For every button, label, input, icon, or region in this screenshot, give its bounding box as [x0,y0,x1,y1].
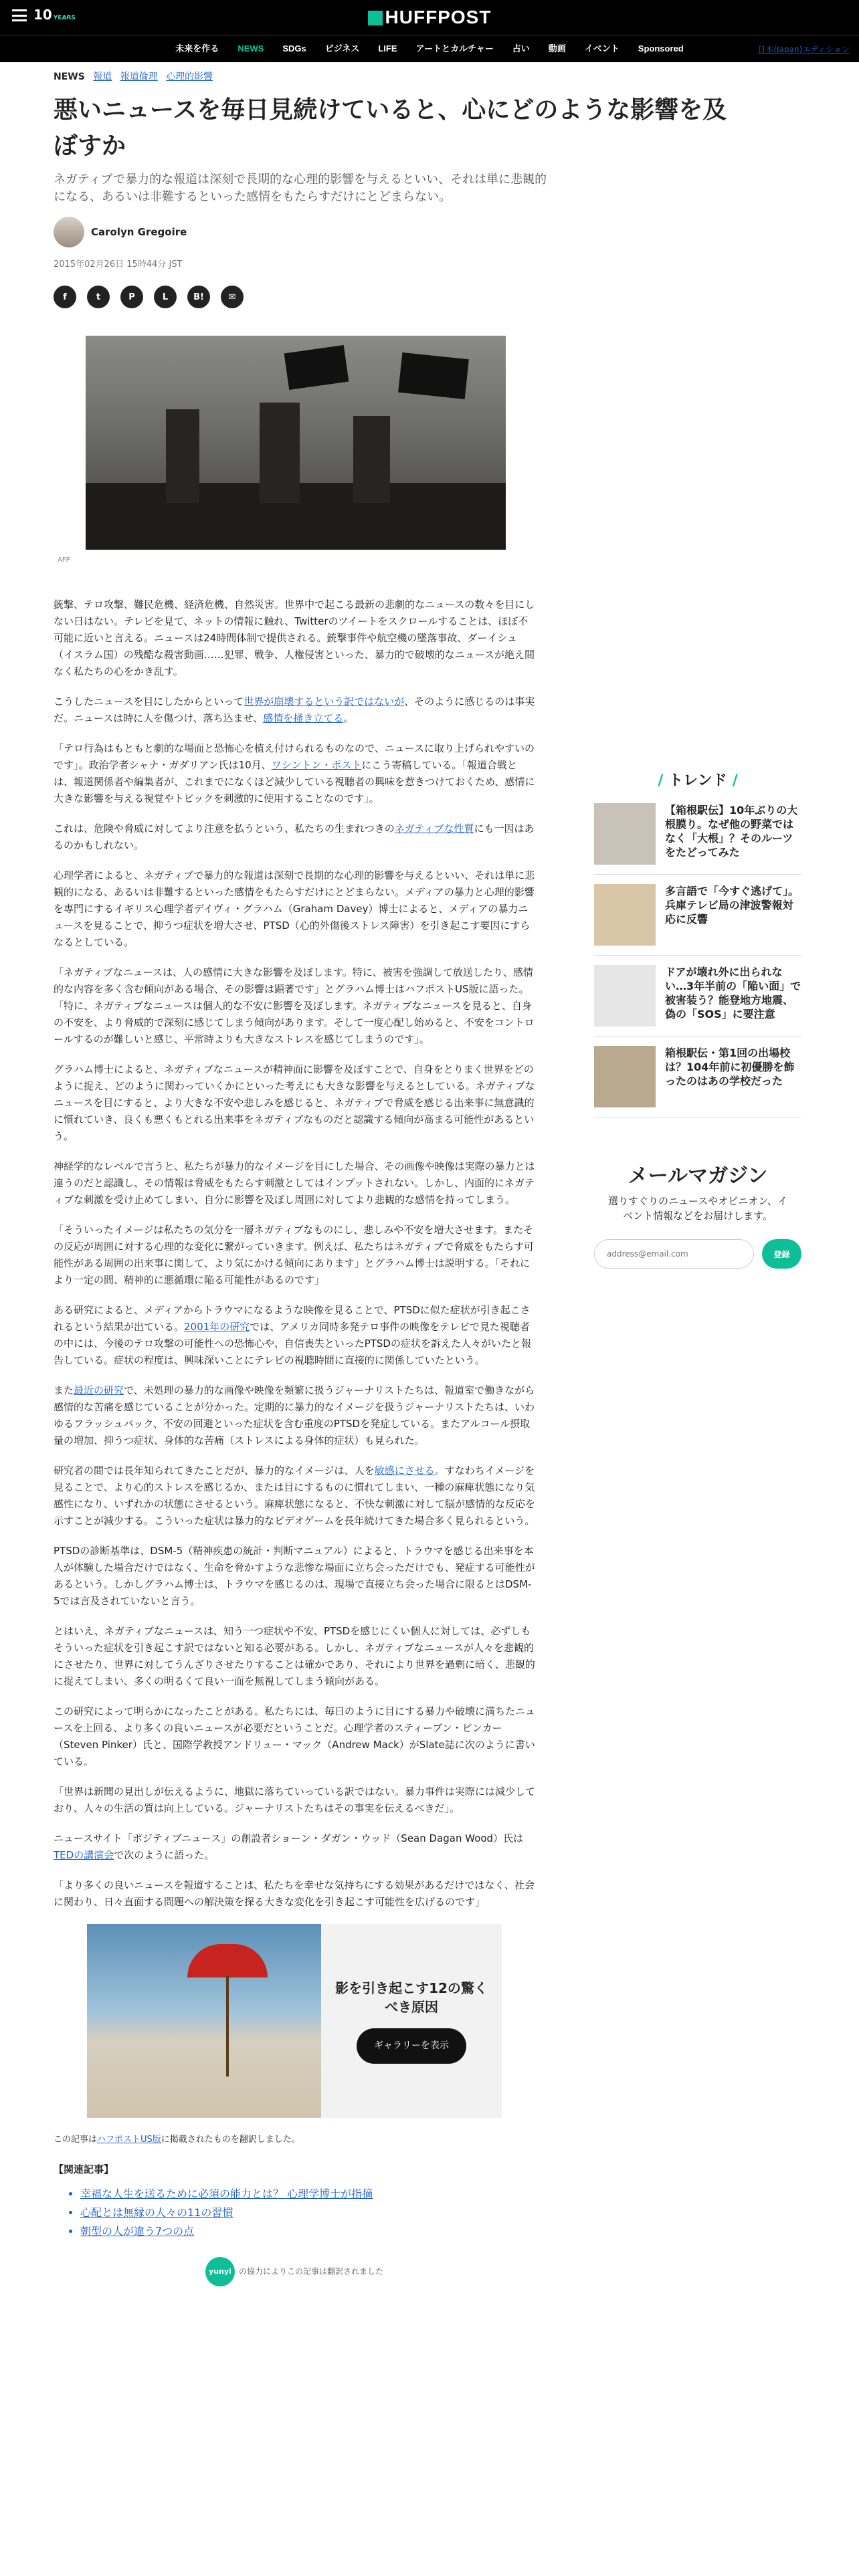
paragraph: また最近の研究で、未処理の暴力的な画像や映像を頻繁に扱うジャーナリストたちは、報道室で働きながら感情的な苦痛を感じていることが分かった。定期的に暴力的なイメージを扱うジャーナリストたちは、いわゆるフラッシュバック、不安の回避といった症状を含む重度のPTSDを発症している。またアルコール摂取量の増加、抑うつ症状、身体的な苦痛（ストレスによる身体的症状）も見られた。 [54,1384,535,1446]
section-tags [54,70,538,83]
article-body [54,597,535,2286]
email-field[interactable] [594,1239,754,1269]
paragraph: 「世界は新聞の見出しが伝えるように、地獄に落ちていっている訳ではない。暴力事件は実際には減少しており、人々の生活の質は向上している。ジャーナリストたちはその事実を伝えるべきだ」。 [54,1786,535,1814]
paragraph: 研究者の間では長年知られてきたことだが、暴力的なイメージは、人を敏感にさせる。すなわちイメージを見ることで、より心的ストレスを感じるか、または目にするものに慣れてしまい、一種の麻痺状態になり気感性になり、いずれかの状態にさせるという。麻痺状態になると、不快な刺激に対して脳が感情的な反応を示すことが減少する。こういった症状は暴力的なビデオゲームを長年続けてきた場合多く見られるという。 [54,1465,536,1527]
gallery-image[interactable] [87,1924,321,2118]
inline-link[interactable]: TEDの講演会 [54,1849,114,1861]
inline-link[interactable]: 感情を掻き立てる [263,712,344,724]
gallery-card[interactable] [87,1924,502,2118]
nav-item[interactable]: Sponsored [638,43,684,53]
paragraph: 神経学的なレベルで言うと、私たちが暴力的なイメージを目にした場合、その画像や映像は実際の暴力とは違うのだと認識し、その情報は脅威をもたらす刺激としてはインプットされない。しかし、内面的にネガティブな刺激を受け止めてしまい、自分に影響を及ぼし周囲に対してより悲観的な感情を持ってしまう。 [54,1160,535,1206]
nav-item[interactable]: イベント [584,43,619,53]
paragraph: 銃撃、テロ攻撃、難民危機、経済危機、自然災害。世界中で起こる最新の悲劇的なニュースの数々を目にしない日はない。テレビを見て、ネットの情報に触れ、Twitterのツイートをスクロールすることは、ほぼ不可能に近いと言える。ニュースは24時間体制で提供される。銃撃事件や航空機の墜落事故、ダーイシュ（イスラム国）の残酷な殺害動画……犯罪、戦争、人権侵害といった、暴力的で破壊的なニュースが絶え間なく私たちの心をかき乱す。 [54,599,535,677]
translation-note: この記事はハフポストUS版に掲載されたものを翻訳しました。 [54,2135,300,2145]
tag-link[interactable]: 心理的影響 [166,72,213,82]
trend-thumbnail[interactable] [594,803,656,865]
paragraph: ある研究によると、メディアからトラウマになるような映像を見ることで、PTSDに似た症状が引き起こされるという結果が出ている。2001年の研究では、アメリカ同時多発テロ事件の映像をテレビで見た視聴者の中には、今後のテロ攻撃の可能性への恐怖心や、自信喪失といったPTSDの症状を訴えた人々がいたと報告している。症状の程度は、興味深いことにテレビの視聴時間に直接的に関係していたという。 [54,1304,531,1366]
section-label[interactable]: NEWS [54,72,85,82]
share-bar [54,286,538,308]
trend-title[interactable]: ドアが壊れ外に出られない…3年半前の「陥い面」で被害装う？能登地方地震、偽の「SOS」に要注意 [665,966,801,1021]
paragraph: とはいえ、ネガティブなニュースは、知う一つ症状や不安、PTSDを感じにくい個人に対しては、必ずしもそういった症状を引き起こす訳ではないと知る必要がある。しかし、ネガティブなニュースが人々を悲観的にさせたり、世界に対してうんざりさせたりすることは確かであり、それにより世界を過剰に暗く、悲観的に捉えてしまい、多くの明るくて良い一面を無視してしまう傾向がある。 [54,1625,535,1687]
main-nav [0,35,859,62]
tag-link[interactable]: 報道倫理 [120,72,158,82]
nav-item[interactable]: 占い [512,43,530,53]
article-subtitle: ネガティブで暴力的な報道は深刻で長期的な心理的影響を与えるといい、それは単に悲観的になる、あるいは非難するといった感情をもたらすだけにとどまらない。 [54,173,547,204]
trend-title[interactable]: 多言語で「今すぐ逃げて」。兵庫テレビ局の津波警報対応に反響 [665,885,799,926]
trend-thumbnail[interactable] [594,965,656,1027]
yunyi-logo[interactable]: yunyi [205,2257,235,2286]
list-item[interactable]: • 幸福な人生を送るために必須の能力とは？ 心理学博士が指摘 [80,2185,535,2204]
pinterest-icon[interactable]: P [120,286,143,308]
anniversary-logo[interactable]: 10 YEARS [33,7,76,23]
newsletter-desc: 選りすぐりのニュースやオピニオン、イベント情報などをお届けします。 [607,1195,788,1222]
avatar[interactable] [54,217,84,247]
trend-thumbnail[interactable] [594,884,656,946]
author-block [54,217,538,247]
nav-item[interactable]: 未来を作る [175,43,219,53]
yunyi-credit: yunyi の協力によりこの記事は翻訳されました [54,2257,535,2286]
paragraph: グラハム博士によると、ネガティブなニュースが精神面に影響を及ぼすことで、自身をとりまく世界をどのように捉え、どのように関わっていくかにといった考えにも大きな影響を与えるとしている。ネガティブなニュースを目にすると、より大きな不安や悲しみを感じると、ネガティブで脅威を感じる出来事に無意識的に慣れていき、良くも悪くもとれる出来事をネガティブなものだと認識する傾向が高まる可能性があるという。 [54,1063,535,1142]
list-item[interactable]: • 心配とは無縁の人々の11の習慣 [80,2204,535,2222]
hero-image [86,336,506,550]
edition-selector[interactable]: 日本(Japan)エディション [757,45,850,54]
nav-item[interactable]: LIFE [378,43,397,53]
author-name[interactable]: Carolyn Gregoire [91,226,187,238]
paragraph: 「そういったイメージは私たちの気分を一層ネガティブなものにし、悲しみや不安を増大させます。またその反応が周囲に対する心理的な変化に繋がっていきます。例えば、私たちはネガティブで脅威をもたらす可能性がある周囲の出来事に関して、より気にかける傾向にあります」とグラハム博士は説明する。「それにより一定の間、精神的に悪循環に陥る可能性があるのです」 [54,1224,535,1286]
nav-item[interactable]: ビジネス [324,43,360,53]
trend-title[interactable]: 【箱根駅伝】10年ぶりの大根膜り。なぜ他の野菜ではなく「大根」？そのルーツをたどってみた [665,804,798,859]
inline-link[interactable]: 最近の研究 [74,1384,124,1396]
paragraph: ニュースサイト「ポジティブニュース」の創設者ショーン・ダガン・ウッド（Sean Dagan Wood）氏はTEDの講演会で次のように語った。 [54,1832,524,1861]
newsletter [594,1159,801,1269]
publish-date: 2015年02月26日 15時44分 JST [54,259,183,270]
list-item[interactable]: • 朝型の人が違う7つの点 [80,2222,535,2241]
inline-link[interactable]: ワシントン・ポスト [271,759,362,771]
inline-link[interactable]: 世界が崩壊するという訳ではないが [244,695,405,708]
nav-item[interactable]: 動画 [548,43,566,53]
nav-item[interactable]: SDGs [282,43,306,53]
newsletter-title: メールマガジン [628,1164,768,1188]
trend-item[interactable] [594,803,801,875]
sidebar [594,769,801,1269]
trend-item[interactable] [594,965,801,1037]
paragraph: PTSDの診断基準は、DSM-5（精神疾患の統計・判断マニュアル）によると、トラウマを感じる出来事を本人が体験した場合だけではなく、生命を脅かすような悲惨な場面に立ち会っただけでも、発症する可能性があるという。しかしグラハム博士は、トラウマを感じるのは、現場で直接立ち会った場合に限るとはDSM-5では言及されていないと言う。 [54,1545,535,1607]
trend-heading: / トレンド / [658,772,738,789]
trend-title[interactable]: 箱根駅伝・第1回の出場校は？104年前に初優勝を飾ったのはあの学校だった [665,1047,795,1087]
huffpost-logo[interactable]: HUFFPOST [0,7,859,28]
paragraph: これは、危険や脅威に対してより注意を払うという、私たちの生まれつきのネガティブな性質にも一因はあるのかもしれない。 [54,823,535,851]
related-heading: 【関連記事】 [54,2163,114,2175]
paragraph: 心理学者によると、ネガティブで暴力的な報道は深刻で長期的な心理的影響を与えるといい、それは単に悲観的になる、あるいは非難するといった感情をもたらすだけにとどまらない。メディアの暴力と心理的影響を専門にするイギリス心理学者デイヴィ・グラハム（Graham Davey）博士によると、メディアの暴力ニュースを見ることで、抑うつ症状を増大させ、PTSD（心的外傷後ストレス障害）を引き起こす要因にすらなるとしている。 [54,869,535,948]
source-link[interactable]: ハフポストUS版 [97,2135,161,2145]
inline-link[interactable]: 2001年の研究 [184,1321,250,1333]
gallery-button[interactable]: ギャラリーを表示 [357,2028,466,2064]
paragraph: この研究によって明らかになったことがある。私たちには、毎日のように目にする暴力や破壊に満ちたニュースを上回る、より多くの良いニュースが必要だということだ。心理学者のスティーブン・ピンカー（Steven Pinker）氏と、国際学教授アンドリュー・マック（Andrew Mack）がSlate誌に次のように書いている。 [54,1705,536,1767]
top-bar [0,0,859,35]
signup-button[interactable]: 登録 [762,1239,801,1269]
facebook-icon[interactable]: f [54,286,76,308]
paragraph: 「より多くの良いニュースを報道することは、私たちを幸せな気持ちにする効果があるだけではなく、社会に関わり、日々直面する問題への解決策を探る大きな変化を引き起こす可能性を広げるのです」 [54,1879,535,1908]
paragraph: こうしたニュースを目にしたからといって世界が崩壊するという訳ではないが、そのように感じるのは事実だ。ニュースは時に人を傷つけ、落ち込ませ、感情を掻き立てる。 [54,695,535,724]
related-list [54,2185,535,2241]
nav-item[interactable]: NEWS [237,43,264,53]
trend-thumbnail[interactable] [594,1046,656,1107]
inline-link[interactable]: ネガティブな性質 [394,823,474,835]
gallery-info [321,1924,502,2118]
mail-icon[interactable]: ✉ [221,286,244,308]
trend-item[interactable] [594,1046,801,1117]
gallery-title: 影を引き起こす12の驚くべき原因 [335,1979,488,2015]
paragraph: 「ネガティブなニュースは、人の感情に大きな影響を及ぼします。特に、被害を強調して放送したり、感情的な内容を多く含む傾向がある場合、その影響は顕著です」とグラハム博士はハフポストUS版に語った。「特に、ネガティブなニュースは個人的な不安に影響を及ぼします。ネガティブなニュースを見ると、自身の不安を、より脅威的で深刻に感じてしまう傾向があります。そして一度心配し始めると、不安をコントロールするのが難しいと感じ、平常時よりも大きなストレスを感じてしまうのです」。 [54,966,535,1045]
twitter-icon[interactable]: t [87,286,110,308]
article-title: 悪いニュースを毎日見続けていると、心にどのような影響を及ぼすか [54,96,727,160]
trend-item[interactable] [594,884,801,956]
paragraph: 「テロ行為はもともと劇的な場面と恐怖心を植え付けられるものなので、ニュースに取り上げられやすいのです」。政治学者シャナ・ガダリアン氏は10月、ワシントン・ポストにこう寄稿している。「報道合戦とは、報道関係者や編集者が、これまでになくほど減少している視聴者の興味を惹きつけておくため、感情に大きな影響を与える視覚やトピックを刺激的に使用することなのです」。 [54,742,535,804]
inline-link[interactable]: 敏感にさせる [374,1465,435,1477]
tag-link[interactable]: 報道 [93,72,112,82]
image-credit: AFP [58,556,70,564]
line-icon[interactable]: L [154,286,177,308]
nav-item[interactable]: アートとカルチャー [415,43,494,53]
hatena-icon[interactable]: B! [187,286,210,308]
